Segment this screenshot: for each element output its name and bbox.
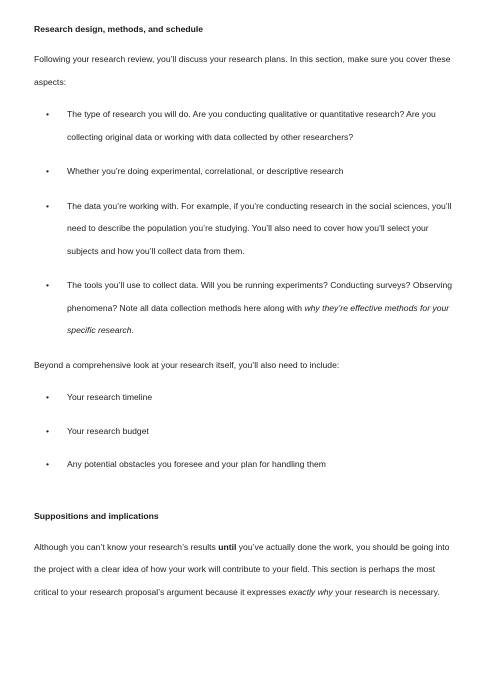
emphasis-text: why they’re effective methods for your specific research	[67, 302, 450, 335]
bold-text: until	[218, 541, 237, 552]
intro-paragraph: Following your research review, you’ll discuss your research plans. In this section, make sure you cover these aspects:	[34, 54, 451, 87]
list-item-text: Your research budget	[67, 425, 149, 436]
emphasis-text: exactly why	[288, 586, 333, 597]
list-item	[34, 274, 457, 342]
list-item	[34, 386, 457, 409]
bullet-icon: •	[46, 200, 50, 211]
list-item-text: Any potential obstacles you foresee and your plan for handling them	[67, 459, 326, 469]
list-item-text: Whether you’re doing experimental, correlational, or descriptive research	[67, 166, 344, 176]
list-item	[34, 195, 457, 263]
list-item-text: The data you’re working with. For example, if you’re conducting research in the social sciences, you’ll need to describe the population you’re studying. You’ll also need to cover how you’ll select your subjects and how you’ll collect data from them.	[67, 200, 452, 256]
bullet-icon: •	[46, 392, 50, 402]
paragraph-text: your research is necessary.	[332, 586, 440, 597]
section-heading-research-design: Research design, methods, and schedule	[34, 24, 204, 34]
list-item-text: Your research timeline	[67, 392, 153, 402]
research-aspects-list	[34, 103, 457, 342]
list-item	[34, 453, 457, 476]
paragraph-text: you’ve actually done the work, you should be going into the project with a clear idea of how your work will contribute to your field. This section is perhaps the most critical to your research proposal’s argument because it expresses	[34, 541, 450, 597]
bullet-icon: •	[46, 459, 50, 469]
suppositions-paragraph	[34, 536, 457, 604]
beyond-paragraph: Beyond a comprehensive look at your research itself, you’ll also need to include:	[34, 359, 340, 370]
bullet-icon: •	[46, 109, 50, 119]
bullet-icon: •	[46, 280, 50, 290]
bullet-icon: •	[46, 425, 50, 436]
list-item-text: The type of research you will do. Are you conducting qualitative or quantitative research? Are you collecting original data or working with data collected by other researchers?	[67, 109, 436, 142]
additional-items-list	[34, 386, 457, 476]
list-item-suffix: .	[131, 325, 134, 335]
list-item	[34, 420, 457, 443]
bullet-icon: •	[46, 166, 50, 176]
list-item	[34, 103, 457, 148]
list-item	[34, 160, 457, 183]
paragraph-text: Although you can’t know your research’s results	[34, 541, 219, 552]
list-item-text: The tools you’ll use to collect data. Will you be running experiments? Conducting surveys? Observing phenomena? Note all data collection methods here along with	[67, 280, 453, 313]
section-heading-suppositions: Suppositions and implications	[34, 510, 159, 521]
